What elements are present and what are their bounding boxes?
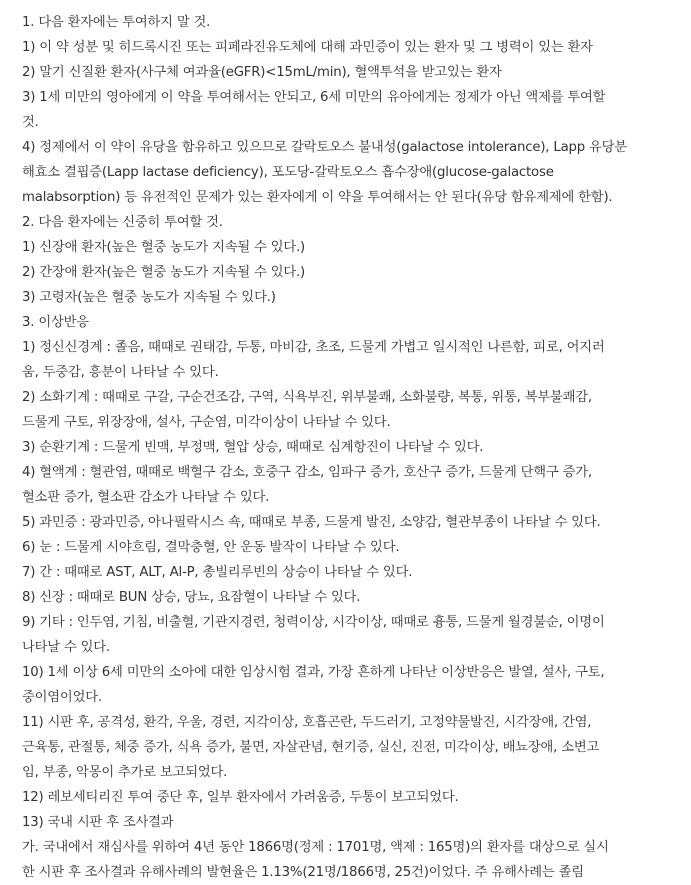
adverse-item-6: 6) 눈 : 드물게 시야흐림, 결막충혈, 안 운동 발작이 나타날 수 있다. — [22, 540, 400, 555]
adverse-item-8: 8) 신장 : 때때로 BUN 상승, 당뇨, 요잠혈이 나타날 수 있다. — [22, 590, 361, 605]
adverse-reactions-heading: 3. 이상반응 — [22, 315, 89, 330]
caution-heading: 2. 다음 환자에는 신중히 투여할 것. — [22, 215, 223, 230]
contraindication-item-2: 2) 말기 신질환 환자(사구체 여과율(eGFR)<15mL/min), 혈액투석을 받고있는 환자 — [22, 65, 502, 80]
contraindication-heading: 1. 다음 환자에는 투여하지 말 것. — [22, 15, 211, 30]
caution-item-3: 3) 고령자(높은 혈중 농도가 지속될 수 있다.) — [22, 290, 276, 305]
adverse-item-13-a: 가. 국내에서 재심사를 위하여 4년 동안 1866명(정제 : 1701명, 액제 : 165명)의 환자를 대상으로 실시 한 시판 후 조사결과 유해사례의 발현율은 1.13%(21명/1866명, 25건)이었다. 주 유해사례는 졸림 — [22, 840, 609, 880]
adverse-item-10: 10) 1세 이상 6세 미만의 소아에 대한 임상시험 결과, 가장 흔하게 나타난 이상반응은 발열, 설사, 구토, 중이염이었다. — [22, 665, 605, 705]
contraindication-item-4: 4) 정제에서 이 약이 유당을 함유하고 있으므로 갈락토오스 불내성(galactose intolerance), Lapp 유당분 해효소 결핍증(Lapp lactase deficiency), 포도당-갈락토오스 흡수장애(glucose-galactose malabsorption) 등 유전적인 문제가 있는 환자에게 이 약을 투여해서는 안 된다(유당 함유제제에 한함). — [22, 140, 627, 205]
adverse-item-13: 13) 국내 시판 후 조사결과 — [22, 815, 174, 830]
document-body — [22, 10, 684, 885]
adverse-item-5: 5) 과민증 : 광과민증, 아나필락시스 쇽, 때때로 부종, 드물게 발진, 소양감, 혈관부종이 나타날 수 있다. — [22, 515, 601, 530]
caution-item-1: 1) 신장애 환자(높은 혈중 농도가 지속될 수 있다.) — [22, 240, 306, 255]
adverse-item-3: 3) 순환기계 : 드물게 빈맥, 부정맥, 혈압 상승, 때때로 심계항진이 나타날 수 있다. — [22, 440, 484, 455]
adverse-item-11: 11) 시판 후, 공격성, 환각, 우울, 경련, 지각이상, 호흡곤란, 두드러기, 고정약물발진, 시각장애, 간염, 근육통, 관절통, 체중 증가, 식욕 증가, 불면, 자살관념, 현기증, 실신, 진전, 미각이상, 배뇨장애, 소변고 임, 부종, 악몽이 추가로 보고되었다. — [22, 715, 600, 780]
adverse-item-1: 1) 정신신경계 : 졸음, 때때로 권태감, 두통, 마비감, 초조, 드물게 가볍고 일시적인 나른함, 피로, 어지러 움, 두중감, 흥분이 나타날 수 있다. — [22, 340, 605, 380]
adverse-item-9: 9) 기타 : 인두염, 기침, 비출혈, 기관지경련, 청력이상, 시각이상, 때때로 흉통, 드물게 월경불순, 이명이 나타날 수 있다. — [22, 615, 605, 655]
caution-item-2: 2) 간장애 환자(높은 혈중 농도가 지속될 수 있다.) — [22, 265, 306, 280]
adverse-item-2: 2) 소화기계 : 때때로 구갈, 구순건조감, 구역, 식욕부진, 위부불쾌, 소화불량, 복통, 위통, 복부불쾌감, 드물게 구토, 위장장애, 설사, 구순염, 미각이상이 나타날 수 있다. — [22, 390, 592, 430]
adverse-item-12: 12) 레보세티리진 투여 중단 후, 일부 환자에서 가려움증, 두통이 보고되었다. — [22, 790, 459, 805]
adverse-item-7: 7) 간 : 때때로 AST, ALT, Al-P, 총빌리루빈의 상승이 나타날 수 있다. — [22, 565, 413, 580]
adverse-item-4: 4) 혈액계 : 혈관염, 때때로 백혈구 감소, 호중구 감소, 임파구 증가, 호산구 증가, 드물게 단핵구 증가, 혈소판 증가, 혈소판 감소가 나타날 수 있다. — [22, 465, 592, 505]
contraindication-item-1: 1) 이 약 성분 및 히드록시진 또는 피페라진유도체에 대해 과민증이 있는 환자 및 그 병력이 있는 환자 — [22, 40, 593, 55]
contraindication-item-3: 3) 1세 미만의 영아에게 이 약을 투여해서는 안되고, 6세 미만의 유아에게는 정제가 아닌 액제를 투여할 것. — [22, 90, 606, 130]
